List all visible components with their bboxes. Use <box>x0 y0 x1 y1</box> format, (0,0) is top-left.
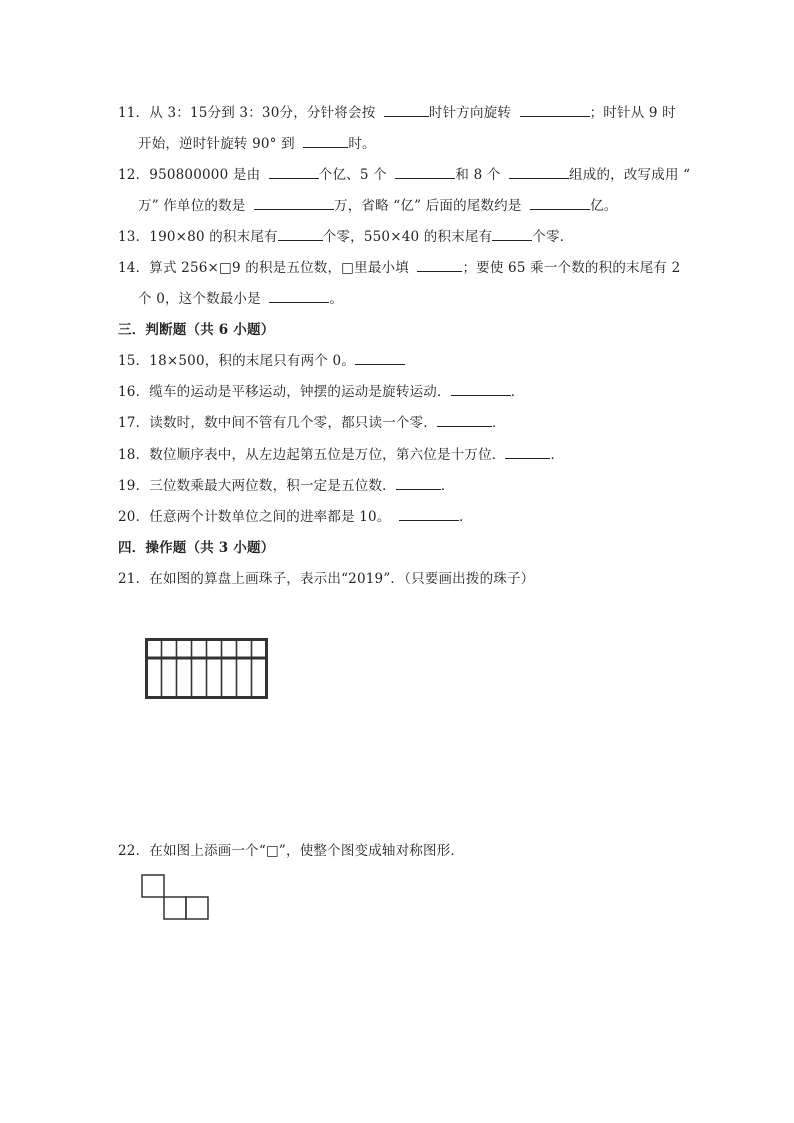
question-15: 15．18×500，积的末尾只有两个 0。 <box>118 351 405 371</box>
question-17: 17．读数时，数中间不管有几个零，都只读一个零． ． <box>118 415 506 431</box>
question-18: 18．数位顺序表中，从左边起第五位是万位，第六位是十万位． ． <box>118 447 565 463</box>
answer-blank[interactable] <box>492 227 532 241</box>
answer-blank[interactable] <box>399 507 459 521</box>
answer-blank[interactable] <box>355 351 405 365</box>
answer-blank[interactable] <box>417 258 462 272</box>
answer-blank[interactable] <box>396 476 441 490</box>
section-heading-judgement: 三．判断题（共 6 小题） <box>118 322 275 338</box>
answer-blank[interactable] <box>269 165 319 179</box>
answer-blank[interactable] <box>269 289 329 303</box>
question-21: 21．在如图的算盘上画珠子，表示出“2019”．（只要画出拨的珠子） <box>118 571 535 587</box>
question-12-line-2: 万” 作单位的数是 万，省略 “亿” 后面的尾数约是 亿。 <box>138 198 618 214</box>
answer-blank[interactable] <box>384 103 429 117</box>
answer-blank[interactable] <box>303 134 348 148</box>
question-19: 19．三位数乘最大两位数，积一定是五位数． ． <box>118 478 455 494</box>
answer-blank[interactable] <box>509 165 569 179</box>
answer-blank[interactable] <box>278 227 323 241</box>
question-14-line-1: 14．算式 256×□9 的积是五位数，□里最小填 ；要使 65 乘一个数的积的末尾有 2 <box>118 260 681 276</box>
abacus-figure[interactable] <box>145 638 270 700</box>
square-top-left <box>142 875 164 897</box>
abacus-rods <box>162 641 252 696</box>
answer-blank[interactable] <box>520 103 590 117</box>
answer-blank[interactable] <box>395 165 455 179</box>
question-22: 22．在如图上添画一个“□”，使整个图变成轴对称图形． <box>118 843 465 859</box>
square-bottom-middle <box>164 897 186 919</box>
question-20: 20．任意两个计数单位之间的进率都是 10。 ． <box>118 509 473 525</box>
question-16: 16．缆车的运动是平移运动，钟摆的运动是旋转运动． ． <box>118 384 525 400</box>
answer-blank[interactable] <box>254 196 334 210</box>
question-14-line-2: 个 0，这个数最小是 。 <box>138 291 344 307</box>
section-heading-operation: 四．操作题（共 3 小题） <box>118 540 275 556</box>
squares-figure[interactable] <box>141 874 211 922</box>
question-11-line-2: 开始，逆时针旋转 90° 到 时。 <box>138 136 376 152</box>
question-13: 13．190×80 的积末尾有 个零，550×40 的积末尾有 个零． <box>118 229 574 245</box>
question-11-line-1: 11．从 3：15分到 3：30分，分针将会按 时针方向旋转 ；时针从 9 时 <box>118 105 676 121</box>
square-bottom-right <box>186 897 208 919</box>
answer-blank[interactable] <box>437 413 492 427</box>
question-12-line-1: 12．950800000 是由 个亿、5 个 和 8 个 组成的，改写成用 “ <box>118 167 691 183</box>
answer-blank[interactable] <box>451 382 511 396</box>
answer-blank[interactable] <box>505 445 550 459</box>
answer-blank[interactable] <box>530 196 590 210</box>
